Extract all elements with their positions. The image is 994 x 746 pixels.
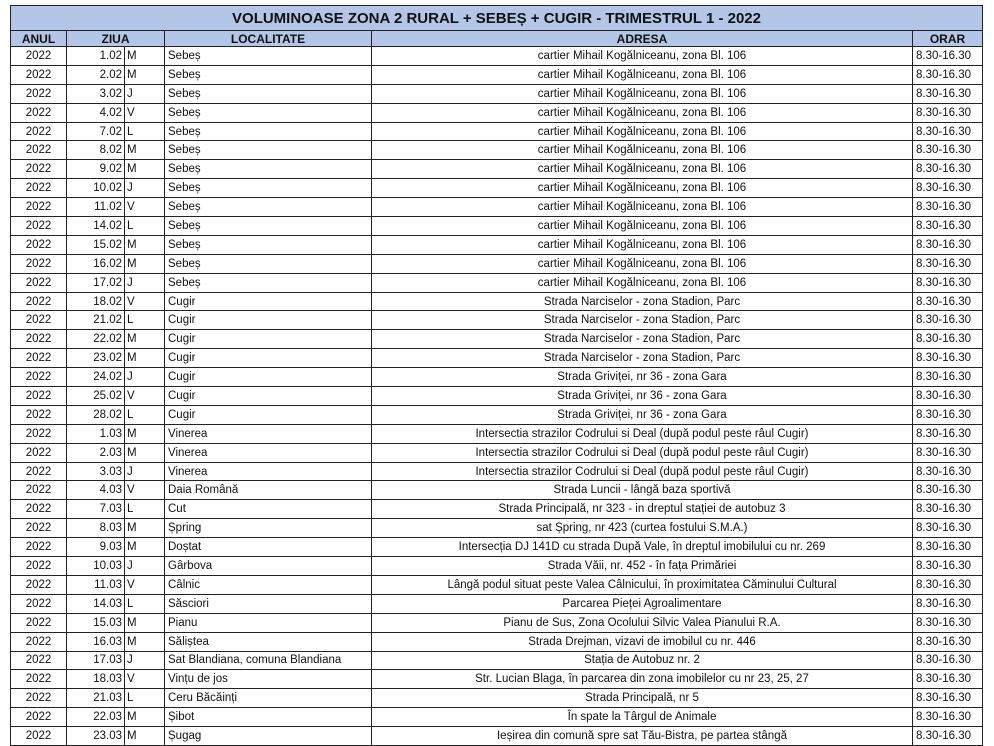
cell-day: 3.02 bbox=[67, 84, 125, 103]
table-title: VOLUMINOASE ZONA 2 RURAL + SEBEȘ + CUGIR - TRIMESTRUL 1 - 2022 bbox=[11, 6, 983, 31]
cell-time: 8.30-16.30 bbox=[913, 594, 983, 613]
cell-time: 8.30-16.30 bbox=[913, 368, 983, 387]
cell-address: cartier Mihail Kogălniceanu, zona Bl. 106 bbox=[372, 47, 913, 66]
cell-year: 2022 bbox=[11, 179, 67, 198]
table-row bbox=[11, 179, 983, 198]
cell-year: 2022 bbox=[11, 368, 67, 387]
cell-location: Sebeș bbox=[165, 217, 372, 236]
cell-weekday: V bbox=[125, 103, 165, 122]
cell-location: Sebeș bbox=[165, 47, 372, 66]
cell-time: 8.30-16.30 bbox=[913, 217, 983, 236]
table-row bbox=[11, 424, 983, 443]
table-row bbox=[11, 575, 983, 594]
cell-year: 2022 bbox=[11, 689, 67, 708]
table-row bbox=[11, 84, 983, 103]
table-row bbox=[11, 557, 983, 576]
cell-location: Șibot bbox=[165, 708, 372, 727]
cell-time: 8.30-16.30 bbox=[913, 273, 983, 292]
cell-time: 8.30-16.30 bbox=[913, 103, 983, 122]
cell-day: 23.02 bbox=[67, 349, 125, 368]
cell-year: 2022 bbox=[11, 273, 67, 292]
cell-weekday: J bbox=[125, 651, 165, 670]
cell-year: 2022 bbox=[11, 481, 67, 500]
cell-weekday: M bbox=[125, 141, 165, 160]
cell-weekday: L bbox=[125, 217, 165, 236]
cell-year: 2022 bbox=[11, 462, 67, 481]
cell-address: Strada Principală, nr 323 - in dreptul stației de autobuz 3 bbox=[372, 500, 913, 519]
cell-year: 2022 bbox=[11, 84, 67, 103]
cell-time: 8.30-16.30 bbox=[913, 708, 983, 727]
cell-weekday: L bbox=[125, 594, 165, 613]
cell-year: 2022 bbox=[11, 500, 67, 519]
cell-day: 1.02 bbox=[67, 47, 125, 66]
cell-address: Ieșirea din comună spre sat Tău-Bistra, pe partea stângă bbox=[372, 727, 913, 746]
cell-address: Str. Lucian Blaga, în parcarea din zona imobilelor cu nr 23, 25, 27 bbox=[372, 670, 913, 689]
cell-day: 18.02 bbox=[67, 292, 125, 311]
cell-location: Cugir bbox=[165, 405, 372, 424]
cell-day: 14.02 bbox=[67, 217, 125, 236]
cell-day: 16.02 bbox=[67, 254, 125, 273]
cell-day: 28.02 bbox=[67, 405, 125, 424]
cell-day: 17.02 bbox=[67, 273, 125, 292]
table-row bbox=[11, 368, 983, 387]
cell-day: 23.03 bbox=[67, 727, 125, 746]
cell-address: Strada Narciselor - zona Stadion, Parc bbox=[372, 311, 913, 330]
cell-address: cartier Mihail Kogălniceanu, zona Bl. 106 bbox=[372, 273, 913, 292]
cell-location: Sebeș bbox=[165, 141, 372, 160]
cell-address: cartier Mihail Kogălniceanu, zona Bl. 106 bbox=[372, 198, 913, 217]
cell-time: 8.30-16.30 bbox=[913, 405, 983, 424]
cell-location: Vinerea bbox=[165, 443, 372, 462]
cell-weekday: M bbox=[125, 47, 165, 66]
cell-year: 2022 bbox=[11, 292, 67, 311]
cell-address: Strada Narciselor - zona Stadion, Parc bbox=[372, 292, 913, 311]
cell-day: 15.03 bbox=[67, 613, 125, 632]
cell-time: 8.30-16.30 bbox=[913, 84, 983, 103]
cell-day: 7.03 bbox=[67, 500, 125, 519]
cell-weekday: L bbox=[125, 689, 165, 708]
cell-location: Vinerea bbox=[165, 462, 372, 481]
cell-location: Săliștea bbox=[165, 632, 372, 651]
cell-location: Sebeș bbox=[165, 198, 372, 217]
cell-address: cartier Mihail Kogălniceanu, zona Bl. 106 bbox=[372, 160, 913, 179]
title-row bbox=[11, 6, 983, 31]
cell-weekday: V bbox=[125, 575, 165, 594]
cell-address: Lângă podul situat peste Valea Câlnicului, în proximitatea Căminului Cultural bbox=[372, 575, 913, 594]
cell-time: 8.30-16.30 bbox=[913, 349, 983, 368]
table-row bbox=[11, 689, 983, 708]
cell-time: 8.30-16.30 bbox=[913, 443, 983, 462]
cell-day: 8.03 bbox=[67, 519, 125, 538]
cell-location: Cugir bbox=[165, 368, 372, 387]
cell-time: 8.30-16.30 bbox=[913, 65, 983, 84]
cell-location: Șpring bbox=[165, 519, 372, 538]
cell-address: Strada Drejman, vizavi de imobilul cu nr. 446 bbox=[372, 632, 913, 651]
cell-year: 2022 bbox=[11, 235, 67, 254]
cell-year: 2022 bbox=[11, 594, 67, 613]
cell-weekday: M bbox=[125, 519, 165, 538]
cell-location: Cugir bbox=[165, 349, 372, 368]
cell-location: Gârbova bbox=[165, 557, 372, 576]
cell-weekday: V bbox=[125, 481, 165, 500]
cell-address: cartier Mihail Kogălniceanu, zona Bl. 106 bbox=[372, 84, 913, 103]
cell-time: 8.30-16.30 bbox=[913, 311, 983, 330]
cell-year: 2022 bbox=[11, 519, 67, 538]
cell-address: cartier Mihail Kogălniceanu, zona Bl. 106 bbox=[372, 179, 913, 198]
cell-weekday: M bbox=[125, 424, 165, 443]
cell-day: 16.03 bbox=[67, 632, 125, 651]
cell-location: Sebeș bbox=[165, 235, 372, 254]
table-body bbox=[11, 47, 983, 746]
table-row bbox=[11, 481, 983, 500]
schedule-sheet bbox=[10, 5, 982, 746]
table-row bbox=[11, 632, 983, 651]
cell-year: 2022 bbox=[11, 708, 67, 727]
table-row bbox=[11, 651, 983, 670]
cell-location: Cugir bbox=[165, 311, 372, 330]
cell-year: 2022 bbox=[11, 198, 67, 217]
header-time: ORAR bbox=[913, 31, 983, 47]
cell-address: Strada Văii, nr. 452 - în fața Primăriei bbox=[372, 557, 913, 576]
table-row bbox=[11, 122, 983, 141]
cell-day: 14.03 bbox=[67, 594, 125, 613]
cell-location: Câlnic bbox=[165, 575, 372, 594]
cell-weekday: L bbox=[125, 311, 165, 330]
cell-year: 2022 bbox=[11, 349, 67, 368]
cell-location: Pianu bbox=[165, 613, 372, 632]
cell-location: Ceru Băcăinți bbox=[165, 689, 372, 708]
table-row bbox=[11, 594, 983, 613]
cell-weekday: M bbox=[125, 727, 165, 746]
cell-time: 8.30-16.30 bbox=[913, 292, 983, 311]
cell-day: 18.03 bbox=[67, 670, 125, 689]
header-address: ADRESA bbox=[372, 31, 913, 47]
cell-day: 2.02 bbox=[67, 65, 125, 84]
table-row bbox=[11, 292, 983, 311]
table-row bbox=[11, 235, 983, 254]
cell-location: Cugir bbox=[165, 387, 372, 406]
header-row bbox=[11, 31, 983, 47]
cell-time: 8.30-16.30 bbox=[913, 47, 983, 66]
cell-time: 8.30-16.30 bbox=[913, 557, 983, 576]
cell-year: 2022 bbox=[11, 424, 67, 443]
cell-year: 2022 bbox=[11, 387, 67, 406]
cell-weekday: L bbox=[125, 405, 165, 424]
table-row bbox=[11, 670, 983, 689]
cell-time: 8.30-16.30 bbox=[913, 651, 983, 670]
cell-time: 8.30-16.30 bbox=[913, 254, 983, 273]
cell-day: 15.02 bbox=[67, 235, 125, 254]
cell-time: 8.30-16.30 bbox=[913, 500, 983, 519]
cell-year: 2022 bbox=[11, 47, 67, 66]
cell-location: Săsciori bbox=[165, 594, 372, 613]
cell-time: 8.30-16.30 bbox=[913, 481, 983, 500]
cell-day: 2.03 bbox=[67, 443, 125, 462]
cell-address: cartier Mihail Kogălniceanu, zona Bl. 106 bbox=[372, 254, 913, 273]
cell-day: 21.02 bbox=[67, 311, 125, 330]
cell-time: 8.30-16.30 bbox=[913, 613, 983, 632]
cell-location: Sebeș bbox=[165, 122, 372, 141]
table-row bbox=[11, 103, 983, 122]
cell-day: 4.02 bbox=[67, 103, 125, 122]
cell-time: 8.30-16.30 bbox=[913, 387, 983, 406]
cell-address: cartier Mihail Kogălniceanu, zona Bl. 106 bbox=[372, 217, 913, 236]
table-row bbox=[11, 160, 983, 179]
cell-year: 2022 bbox=[11, 311, 67, 330]
cell-year: 2022 bbox=[11, 443, 67, 462]
cell-location: Sebeș bbox=[165, 103, 372, 122]
cell-address: cartier Mihail Kogălniceanu, zona Bl. 106 bbox=[372, 141, 913, 160]
cell-year: 2022 bbox=[11, 538, 67, 557]
cell-time: 8.30-16.30 bbox=[913, 462, 983, 481]
cell-day: 9.03 bbox=[67, 538, 125, 557]
cell-address: cartier Mihail Kogălniceanu, zona Bl. 106 bbox=[372, 235, 913, 254]
cell-address: În spate la Târgul de Animale bbox=[372, 708, 913, 727]
cell-time: 8.30-16.30 bbox=[913, 519, 983, 538]
cell-weekday: M bbox=[125, 443, 165, 462]
cell-year: 2022 bbox=[11, 103, 67, 122]
cell-location: Sebeș bbox=[165, 160, 372, 179]
cell-day: 10.03 bbox=[67, 557, 125, 576]
cell-year: 2022 bbox=[11, 557, 67, 576]
cell-year: 2022 bbox=[11, 217, 67, 236]
table-row bbox=[11, 387, 983, 406]
cell-location: Daia Română bbox=[165, 481, 372, 500]
table-row bbox=[11, 500, 983, 519]
cell-location: Sat Blandiana, comuna Blandiana bbox=[165, 651, 372, 670]
cell-year: 2022 bbox=[11, 613, 67, 632]
cell-time: 8.30-16.30 bbox=[913, 330, 983, 349]
table-row bbox=[11, 273, 983, 292]
table-row bbox=[11, 254, 983, 273]
cell-year: 2022 bbox=[11, 727, 67, 746]
cell-time: 8.30-16.30 bbox=[913, 198, 983, 217]
cell-day: 4.03 bbox=[67, 481, 125, 500]
cell-day: 22.02 bbox=[67, 330, 125, 349]
table-row bbox=[11, 65, 983, 84]
cell-day: 1.03 bbox=[67, 424, 125, 443]
cell-location: Șugag bbox=[165, 727, 372, 746]
cell-year: 2022 bbox=[11, 632, 67, 651]
cell-weekday: V bbox=[125, 292, 165, 311]
cell-time: 8.30-16.30 bbox=[913, 727, 983, 746]
table-row bbox=[11, 311, 983, 330]
cell-time: 8.30-16.30 bbox=[913, 689, 983, 708]
cell-day: 8.02 bbox=[67, 141, 125, 160]
cell-weekday: M bbox=[125, 538, 165, 557]
table-row bbox=[11, 727, 983, 746]
cell-location: Sebeș bbox=[165, 179, 372, 198]
cell-address: Parcarea Pieței Agroalimentare bbox=[372, 594, 913, 613]
table-row bbox=[11, 538, 983, 557]
cell-day: 17.03 bbox=[67, 651, 125, 670]
cell-address: cartier Mihail Kogălniceanu, zona Bl. 106 bbox=[372, 122, 913, 141]
cell-address: Intersectia strazilor Codrului si Deal (după podul peste râul Cugir) bbox=[372, 443, 913, 462]
cell-time: 8.30-16.30 bbox=[913, 235, 983, 254]
cell-address: Intersecția DJ 141D cu strada După Vale, în dreptul imobilului cu nr. 269 bbox=[372, 538, 913, 557]
cell-weekday: M bbox=[125, 330, 165, 349]
cell-weekday: M bbox=[125, 160, 165, 179]
cell-weekday: J bbox=[125, 368, 165, 387]
table-row bbox=[11, 613, 983, 632]
cell-address: Stația de Autobuz nr. 2 bbox=[372, 651, 913, 670]
cell-time: 8.30-16.30 bbox=[913, 538, 983, 557]
cell-time: 8.30-16.30 bbox=[913, 670, 983, 689]
cell-location: Cugir bbox=[165, 330, 372, 349]
cell-weekday: M bbox=[125, 708, 165, 727]
schedule-table bbox=[10, 5, 983, 746]
cell-weekday: M bbox=[125, 349, 165, 368]
cell-location: Sebeș bbox=[165, 273, 372, 292]
cell-time: 8.30-16.30 bbox=[913, 141, 983, 160]
cell-location: Sebeș bbox=[165, 254, 372, 273]
cell-address: sat Șpring, nr 423 (curtea fostului S.M.A.) bbox=[372, 519, 913, 538]
table-row bbox=[11, 708, 983, 727]
cell-location: Cut bbox=[165, 500, 372, 519]
cell-weekday: M bbox=[125, 235, 165, 254]
cell-weekday: M bbox=[125, 613, 165, 632]
cell-time: 8.30-16.30 bbox=[913, 424, 983, 443]
cell-year: 2022 bbox=[11, 651, 67, 670]
cell-location: Vințu de jos bbox=[165, 670, 372, 689]
cell-location: Sebeș bbox=[165, 84, 372, 103]
cell-year: 2022 bbox=[11, 254, 67, 273]
cell-weekday: J bbox=[125, 557, 165, 576]
cell-address: Pianu de Sus, Zona Ocolului Silvic Valea Pianului R.A. bbox=[372, 613, 913, 632]
cell-weekday: V bbox=[125, 198, 165, 217]
cell-location: Sebeș bbox=[165, 65, 372, 84]
cell-day: 7.02 bbox=[67, 122, 125, 141]
cell-weekday: J bbox=[125, 84, 165, 103]
cell-address: Strada Griviței, nr 36 - zona Gara bbox=[372, 405, 913, 424]
cell-weekday: J bbox=[125, 462, 165, 481]
cell-weekday: L bbox=[125, 122, 165, 141]
cell-weekday: L bbox=[125, 500, 165, 519]
cell-weekday: V bbox=[125, 387, 165, 406]
table-row bbox=[11, 443, 983, 462]
cell-address: Intersectia strazilor Codrului si Deal (după podul peste râul Cugir) bbox=[372, 462, 913, 481]
table-row bbox=[11, 405, 983, 424]
cell-weekday: J bbox=[125, 273, 165, 292]
table-row bbox=[11, 349, 983, 368]
table-row bbox=[11, 198, 983, 217]
cell-time: 8.30-16.30 bbox=[913, 179, 983, 198]
cell-day: 22.03 bbox=[67, 708, 125, 727]
cell-year: 2022 bbox=[11, 160, 67, 179]
cell-location: Doștat bbox=[165, 538, 372, 557]
cell-location: Vinerea bbox=[165, 424, 372, 443]
cell-day: 25.02 bbox=[67, 387, 125, 406]
cell-address: Strada Narciselor - zona Stadion, Parc bbox=[372, 349, 913, 368]
cell-year: 2022 bbox=[11, 670, 67, 689]
cell-weekday: V bbox=[125, 670, 165, 689]
table-row bbox=[11, 462, 983, 481]
header-year: ANUL bbox=[11, 31, 67, 47]
table-row bbox=[11, 330, 983, 349]
cell-address: cartier Mihail Kogălniceanu, zona Bl. 106 bbox=[372, 65, 913, 84]
cell-time: 8.30-16.30 bbox=[913, 632, 983, 651]
cell-address: Strada Griviței, nr 36 - zona Gara bbox=[372, 368, 913, 387]
table-row bbox=[11, 141, 983, 160]
cell-address: Strada Luncii - lângă baza sportivă bbox=[372, 481, 913, 500]
cell-day: 21.03 bbox=[67, 689, 125, 708]
cell-address: Strada Principală, nr 5 bbox=[372, 689, 913, 708]
cell-day: 11.03 bbox=[67, 575, 125, 594]
cell-year: 2022 bbox=[11, 65, 67, 84]
cell-address: Strada Griviței, nr 36 - zona Gara bbox=[372, 387, 913, 406]
cell-day: 11.02 bbox=[67, 198, 125, 217]
cell-time: 8.30-16.30 bbox=[913, 160, 983, 179]
cell-day: 3.03 bbox=[67, 462, 125, 481]
cell-weekday: M bbox=[125, 254, 165, 273]
cell-day: 24.02 bbox=[67, 368, 125, 387]
cell-year: 2022 bbox=[11, 575, 67, 594]
cell-year: 2022 bbox=[11, 330, 67, 349]
cell-time: 8.30-16.30 bbox=[913, 575, 983, 594]
cell-weekday: J bbox=[125, 179, 165, 198]
cell-weekday: M bbox=[125, 65, 165, 84]
table-row bbox=[11, 519, 983, 538]
header-day: ZIUA bbox=[67, 31, 165, 47]
cell-year: 2022 bbox=[11, 405, 67, 424]
cell-address: Strada Narciselor - zona Stadion, Parc bbox=[372, 330, 913, 349]
cell-location: Cugir bbox=[165, 292, 372, 311]
cell-year: 2022 bbox=[11, 141, 67, 160]
cell-day: 9.02 bbox=[67, 160, 125, 179]
cell-address: cartier Mihail Kogălniceanu, zona Bl. 106 bbox=[372, 103, 913, 122]
cell-time: 8.30-16.30 bbox=[913, 122, 983, 141]
header-location: LOCALITATE bbox=[165, 31, 372, 47]
cell-day: 10.02 bbox=[67, 179, 125, 198]
cell-weekday: M bbox=[125, 632, 165, 651]
table-row bbox=[11, 217, 983, 236]
cell-address: Intersectia strazilor Codrului si Deal (după podul peste râul Cugir) bbox=[372, 424, 913, 443]
cell-year: 2022 bbox=[11, 122, 67, 141]
table-row bbox=[11, 47, 983, 66]
